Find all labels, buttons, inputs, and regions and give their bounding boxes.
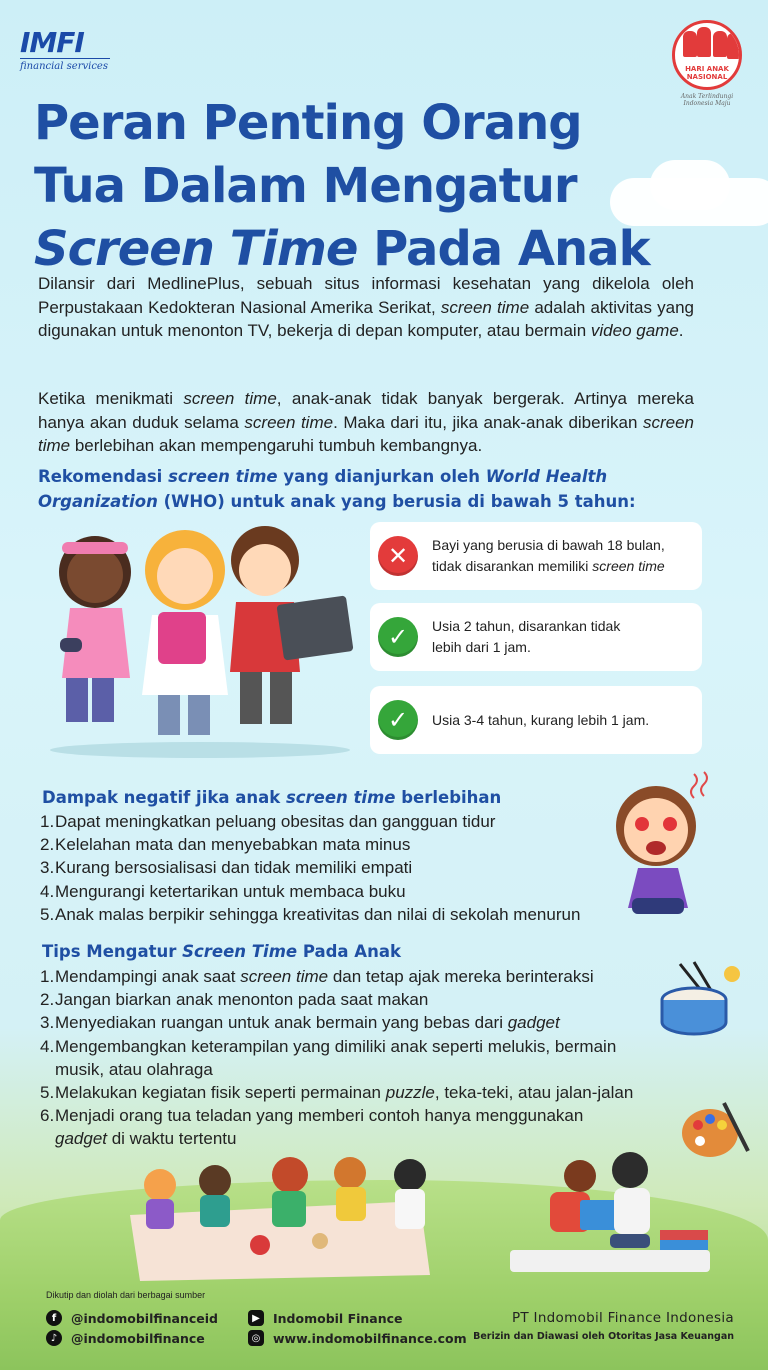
kids-with-devices-illustration — [40, 520, 360, 760]
tiktok-icon: ♪ — [46, 1330, 62, 1346]
text: musik, atau olahraga — [55, 1059, 213, 1079]
text-line — [55, 1011, 560, 1034]
text-line — [55, 1035, 616, 1081]
badge-title: HARI ANAK NASIONAL — [685, 65, 729, 81]
text-italic: World Health Organization — [38, 467, 608, 511]
text-italic: screen time — [244, 412, 334, 432]
intro-paragraph-2 — [38, 387, 694, 458]
youtube-link[interactable] — [248, 1310, 403, 1326]
list-item: 3. Kurang bersosialisasi dan tidak memiliki empati — [40, 856, 690, 879]
text: Mendampingi anak saat — [55, 967, 241, 986]
tiktok-link[interactable] — [46, 1330, 205, 1346]
text: Dapat meningkatkan peluang obesitas dan gangguan tidur — [55, 812, 496, 831]
recommendation-text — [432, 710, 649, 731]
list-item: 4. Mengurangi ketertarikan untuk membaca buku — [40, 880, 690, 903]
title-line-2: Tua Dalam Mengatur — [34, 158, 577, 214]
text-italic: screen time — [285, 788, 396, 807]
text: Kelelahan mata dan menyebabkan mata minus — [55, 835, 411, 855]
text-italic: Screen Time — [182, 942, 298, 961]
text: Rekomendasi — [38, 467, 169, 486]
tiktok-handle: @indomobilfinance — [71, 1330, 205, 1346]
intro-paragraph-1 — [38, 272, 694, 343]
text-line — [55, 1081, 633, 1104]
text: Usia 3-4 tahun, kurang lebih 1 jam. — [432, 711, 650, 728]
text: berlebihan — [395, 788, 502, 807]
logo-text: IMFI — [20, 26, 84, 59]
source-note: Dikutip dan diolah dari berbagai sumber — [46, 1290, 206, 1300]
text: Kurang bersosialisasi dan tidak memiliki empati — [55, 858, 413, 878]
text: adalah aktivitas yang digunakan untuk menonton TV, bekerja di depan komputer, atau bermain — [38, 297, 694, 340]
text: Pada Anak — [297, 942, 401, 961]
text-italic: gadget — [507, 1013, 560, 1033]
tips-title — [42, 942, 401, 961]
text: Usia 2 tahun, disarankan tidak — [432, 618, 621, 634]
recommendation-card — [370, 522, 702, 590]
text: tidak disarankan memiliki — [432, 558, 593, 574]
text: Melakukan kegiatan fisik seperti permainan — [55, 1083, 386, 1103]
title-italic: Screen Time — [34, 221, 358, 277]
text: Dampak negatif jika anak — [42, 788, 286, 807]
page-title — [34, 92, 674, 281]
list-item: 3. Menyediakan ruangan untuk anak bermain yang bebas dari gadget — [40, 1011, 690, 1034]
recommendation-title — [38, 464, 718, 514]
website-url: www.indomobilfinance.com — [273, 1330, 467, 1346]
text-italic: screen time — [592, 558, 665, 574]
company-name: PT Indomobil Finance Indonesia — [511, 1310, 734, 1326]
text: Ketika menikmati — [38, 389, 184, 408]
youtube-icon: ▶ — [248, 1310, 264, 1326]
text: Anak malas berpikir sehingga kreativitas dan nilai di sekolah menurun — [55, 904, 581, 924]
text: Menjadi orang tua teladan yang memberi contoh hanya menggunakan — [55, 1106, 584, 1126]
list-item: 1. Mendampingi anak saat screen time dan tetap ajak mereka berinteraksi — [40, 965, 690, 988]
text: Mengurangi ketertarikan untuk membaca buku — [55, 881, 406, 901]
tips-list — [40, 965, 690, 1151]
text-italic: screen time — [240, 967, 329, 986]
text: . Maka dari itu, jika anak-anak diberikan — [333, 412, 643, 432]
text-italic: screen time — [183, 389, 277, 408]
company-regulation: Berizin dan Diawasi oleh Otoritas Jasa Keuangan — [473, 1331, 734, 1342]
negative-impact-title — [42, 788, 501, 807]
logo-subtitle: financial services — [20, 58, 110, 72]
facebook-icon: f — [46, 1310, 62, 1326]
text: dan tetap ajak mereka berinteraksi — [328, 967, 594, 986]
list-item: 2. Kelelahan mata dan menyebabkan mata minus — [40, 833, 690, 856]
text: Mengembangkan keterampilan yang dimiliki anak seperti melukis, bermain — [55, 1036, 617, 1056]
recommendation-card — [370, 603, 702, 671]
list-item: 2. Jangan biarkan anak menonton pada saat makan — [40, 988, 690, 1011]
list-item: 6. Menjadi orang tua teladan yang memberi contoh hanya menggunakan gadget di waktu tertentu — [40, 1104, 690, 1150]
text-italic: screen time — [440, 297, 530, 317]
check-icon: ✓ — [378, 700, 418, 740]
text-line — [55, 1104, 583, 1150]
reading-kids-illustration — [510, 1140, 730, 1290]
text: , anak-anak tidak banyak bergerak. Artinya mereka hanya akan duduk selama — [38, 389, 694, 432]
facebook-handle: @indomobilfinanceid — [71, 1310, 218, 1326]
company-info — [473, 1310, 734, 1342]
list-item: 5. Melakukan kegiatan fisik seperti permainan puzzle, teka-teki, atau jalan-jalan — [40, 1081, 690, 1104]
hari-anak-nasional-badge — [670, 20, 744, 112]
text: Tips Mengatur — [42, 942, 183, 961]
website-link[interactable] — [248, 1330, 467, 1346]
title-rest: Pada Anak — [357, 221, 650, 277]
list-item: 5. Anak malas berpikir sehingga kreativitas dan nilai di sekolah menurun — [40, 903, 690, 926]
picnic-kids-illustration — [120, 1145, 440, 1285]
text: , teka-teki, atau jalan-jalan — [434, 1083, 634, 1103]
text: berlebihan akan mempengaruhi tumbuh kembangnya. — [70, 436, 483, 455]
text-italic: screen time — [168, 467, 278, 486]
text: Menyediakan ruangan untuk anak bermain yang bebas dari — [55, 1013, 508, 1033]
text-line — [55, 965, 594, 988]
recommendation-text — [432, 616, 620, 658]
facebook-link[interactable] — [46, 1310, 218, 1326]
text: Dilansir dari MedlinePlus, sebuah situs informasi kesehatan yang dikelola oleh Perpustakaan Kedokteran Nasional Amerika Serikat, — [38, 274, 694, 317]
title-line-1: Peran Penting Orang — [34, 95, 582, 151]
youtube-channel: Indomobil Finance — [273, 1310, 403, 1326]
text: lebih dari 1 jam. — [432, 639, 531, 655]
website-icon: ◎ — [248, 1330, 264, 1346]
negative-impact-list — [40, 810, 690, 926]
list-item: 1. Dapat meningkatkan peluang obesitas dan gangguan tidur — [40, 810, 690, 833]
text: . — [678, 321, 684, 340]
imfi-logo — [20, 28, 120, 80]
badge-emblem — [672, 20, 742, 90]
text: Jangan biarkan anak menonton pada saat makan — [55, 990, 429, 1010]
text: di waktu tertentu — [107, 1129, 237, 1149]
text: (WHO) untuk anak yang berusia di bawah 5 tahun: — [157, 492, 636, 511]
badge-subtitle: Anak Terlindungi Indonesia Maju — [680, 93, 734, 107]
drum-icon — [660, 960, 752, 1040]
text-line — [432, 556, 665, 577]
x-icon: ✕ — [378, 536, 418, 576]
crying-girl-illustration — [598, 768, 728, 933]
check-icon: ✓ — [378, 617, 418, 657]
recommendation-card — [370, 686, 702, 754]
recommendation-text — [432, 535, 665, 577]
text-italic: puzzle — [385, 1083, 435, 1103]
text-italic: screen time — [38, 412, 694, 455]
text-italic: video game — [590, 321, 679, 340]
text: Bayi yang berusia di bawah 18 bulan, — [432, 537, 665, 553]
text-italic: gadget — [55, 1129, 107, 1149]
list-item: 4. Mengembangkan keterampilan yang dimiliki anak seperti melukis, bermain musik, atau olahraga — [40, 1035, 690, 1081]
text: yang dianjurkan oleh — [277, 467, 486, 486]
